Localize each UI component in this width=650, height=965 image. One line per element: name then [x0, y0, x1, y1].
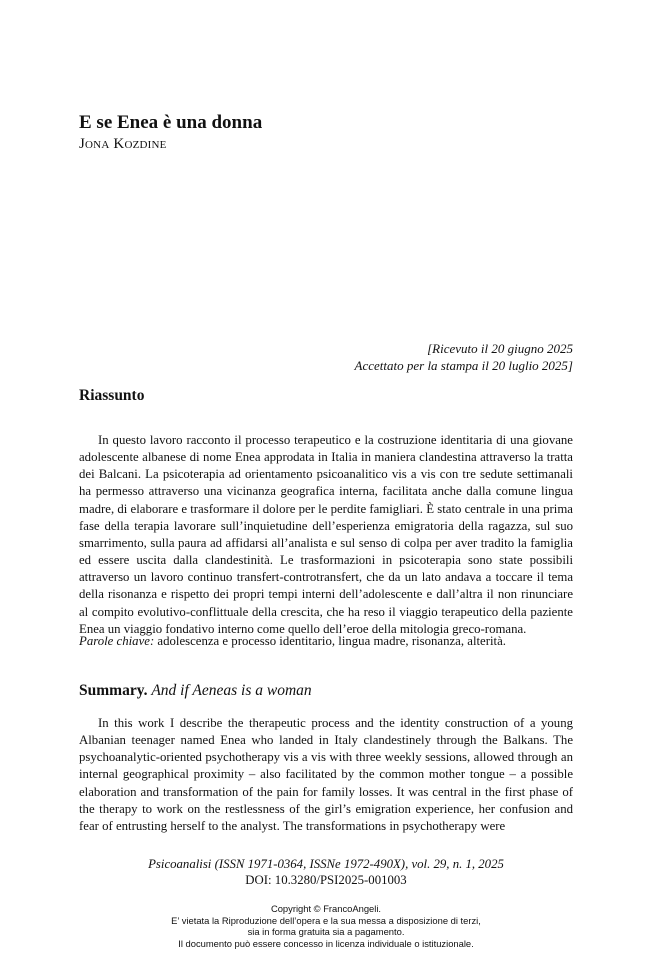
copyright-line: Copyright © FrancoAngeli.	[270, 903, 382, 914]
copyright-line: sia in forma gratuita sia a pagamento.	[247, 926, 405, 937]
received-date: [Ricevuto il 20 giugno 2025	[427, 341, 573, 356]
article-dates	[79, 340, 573, 374]
journal-line: Psicoanalisi (ISSN 1971-0364, ISSNe 1972-490X), vol. 29, n. 1, 2025	[148, 857, 504, 871]
riassunto-body: In questo lavoro racconto il processo terapeutico e la costruzione identitaria di una giovane adolescente albanese di nome Enea approdata in Italia in maniera clandestina attraverso la tratta dei Balcani. La psicoterapia ad orientamento psicoanalitico vis a vis con tre sedute settimanali ha permesso attraverso una vicinanza geografica interna, facilitata anche dalla comune lingua madre, di elaborare e trasformare il dolore per le perdite famigliari. È stato centrale in una prima fase della terapia lavorare sull’inquietudine dell’esperienza emigratoria della ragazza, sul suo smarrimento, sulla paura ad affidarsi all’analista e sul senso di colpa per aver tradito la famiglia ed essere uscita dalla clandestinità. Le trasformazioni in psicoterapia sono state possibili attraverso un lavoro continuo transfert-controtransfert, che da un lato andava a toccare il tema della risonanza e rispetto dei propri tempi interni dell’adolescente e dall’altra il non rinunciare al compito evolutivo-conflittuale della crescita, che ha reso il viaggio terapeutico della paziente Enea un viaggio fondativo interno come quello dell’eroe della mitologia greco-romana.	[79, 433, 573, 636]
accepted-date: Accettato per la stampa il 20 luglio 2025]	[354, 358, 573, 373]
summary-body: In this work I describe the therapeutic process and the identity construction of a young Albanian teenager named Enea who landed in Italy clandestinely through the Balkans. The psychoanalytic-oriented psychotherapy vis a vis with three weekly sessions, allowed through an internal geographical proximity – also facilitated by the common mother tongue – a possible elaboration and transformation of the pain for family losses. It was central in the first phase of the therapy to work on the restlessness of the girl’s emigration experience, her confusion and fear of entrusting herself to the analyst. The transformations in psychotherapy were	[79, 716, 573, 833]
copyright-line: E’ vietata la Riproduzione dell’opera e la sua messa a disposizione di terzi,	[171, 914, 481, 926]
article-title: E se Enea è una donna	[79, 112, 263, 133]
summary-label: Summary.	[79, 682, 148, 699]
summary-heading	[79, 681, 573, 701]
keywords-label: Parole chiave:	[79, 634, 155, 648]
keywords-text: adolescenza e processo identitario, lingua madre, risonanza, alterità.	[157, 634, 506, 648]
doi-line: DOI: 10.3280/PSI2025-001003	[245, 873, 407, 887]
keywords-line	[79, 633, 573, 650]
journal-citation	[79, 856, 573, 888]
riassunto-heading: Riassunto	[79, 387, 145, 404]
summary-subtitle: And if Aeneas is a woman	[151, 682, 312, 699]
copyright-notice	[79, 903, 573, 949]
copyright-line: Il documento può essere concesso in licenza individuale o istituzionale.	[178, 937, 474, 949]
article-author: Jona Kozdine	[79, 136, 167, 152]
